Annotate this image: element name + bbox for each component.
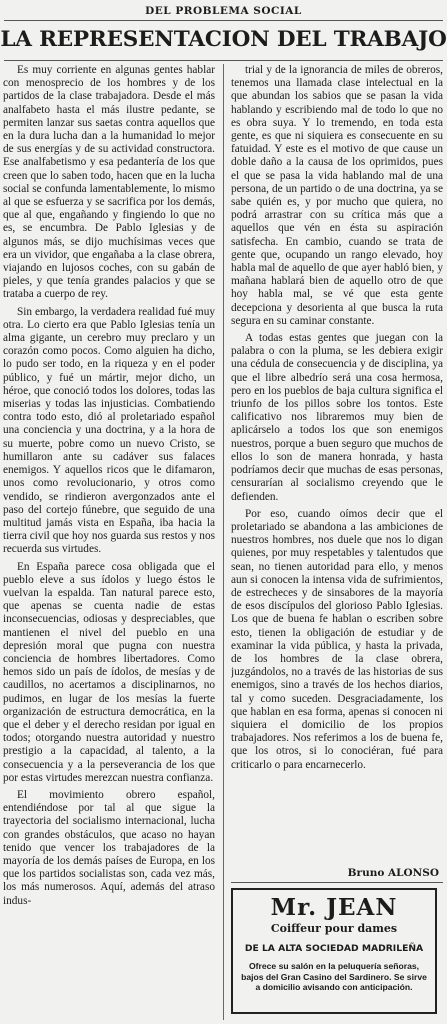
paragraph: El movimiento obrero español, entendiéndose por tal al que sigue la trayectoria del socialismo internacional, lucha con grandes obstáculos, que acaso no hayan tenido que vencer los trabajadores de la mayoría de los demás países de Europa, en los que los partidos socialistas son, cada vez más, los más numerosos. Aquí, además del atraso indus- — [3, 788, 215, 907]
paragraph: A todas estas gentes que juegan con la palabra o con la pluma, se les debiera exigir una cédula de consecuencia y de disciplina, ya que el libre albedrío será una cosa hermosa, pero en los pueblos de baja cultura significa el triunfo de los pillos sobre los tontos. Este calificativo nos libraremos muy bien de aplicárselo a todos los que son enemigos nuestros, porque a buen seguro que muchos de ellos lo son de manera honrada, y hasta podríamos decir que muchas de esas personas, censurarían al socialismo creyendo que le defienden. — [231, 332, 443, 503]
paragraph: En España parece cosa obligada que el pueblo eleve a sus ídolos y luego éstos le vuelvan la espalda. Tan natural parece esto, que apenas se cuenta nadie de estas inconsecuencias, odiosas y despreciables, que mantienen el nivel del pueblo en una depresión moral que pugna con nuestra conciencia de hombres libertadores. Como hemos sido un país de ídolos, de mesías y de caudillos, no acertamos a disciplinarnos, no pudimos, en lugar de los mesías la fuerte organización de estructura democrática, en la que el deber y el derecho residan por igual en todos; otorgando nuestra autoridad y nuestro prestigio a la capacidad, al talento, a la consecuencia y a la perseverancia de los que por estas virtudes merezcan nuestra confianza. — [3, 560, 215, 784]
section-header: DEL PROBLEMA SOCIAL — [145, 5, 302, 17]
right-column — [231, 64, 443, 882]
headline-rule — [4, 60, 443, 61]
column-divider — [223, 64, 224, 1020]
article-headline: LA REPRESENTACION DEL TRABAJO — [0, 27, 447, 52]
paragraph: Sin embargo, la verdadera realidad fué muy otra. Lo cierto era que Pablo Iglesias tenía un alma gigante, un cerebro muy preclaro y un corazón como pocos. Como alguien ha dicho, lo pudo ser todo, en la riqueza y en el poder público, y fué un mártir, mejor dicho, un héroe, que conoció todos los dolores, todas las miserias y todas las injusticias. Combatiendo contra todo esto, dió al proletariado español una conciencia y una doctrina, y a la hora de su muerte, pobre como un nuevo Cristo, se humillaron ante su cadáver sus falaces enemigos. Y aquellos ricos que le difamaron, unos como revolucionario, y otros como vendido, se rindieron avergonzados ante el paso del cortejo fúnebre, que seguido de una multitud jamás vista en España, iba hacia la tierra civil que hoy nos guarda sus restos y nos recuerda sus virtudes. — [3, 305, 215, 556]
paragraph: trial y de la ignorancia de miles de obreros, tenemos una llamada clase intelectual en la que abundan los sabios que se pasan la vida hablando y escribiendo mal de todo lo que no es obra suya. Y lo tremendo, en toda esta gente, es que ni siquiera es consecuente en su fatuidad. Y este es el motivo de que cause un doble daño a la causa de los oprimidos, pues el que se pasa la vida hablando mal de una persona, de un partido o de una doctrina, ya se sabe quién es, y por mucho que quiera, no podrá arrastrar con su crítica más que a aquellos que vén en ésta su aspiración satisfecha. En cambio, cuando se trata de gente que, ocupando un rango elevado, hoy habla mal de aquello de que ayer habló bien, y mañana hablará bien de aquello otro de que hoy habla mal, se vé que esta gente decepciona y desorienta al que busca la ruta segura en su caminar constante. — [231, 64, 443, 327]
ad-text: Ofrece su salón en la peluquería señoras, bajos del Gran Casino del Sardinero. Se sirve a domicilio avisando con anticipación. — [241, 961, 427, 992]
left-column — [3, 64, 215, 1020]
author-signature: Bruno ALONSO — [347, 867, 439, 879]
signature-rule — [231, 882, 443, 883]
top-rule — [4, 20, 443, 21]
ad-society: DE LA ALTA SOCIEDAD MADRILEÑA — [244, 943, 424, 954]
paragraph: Por eso, cuando oímos decir que el proletariado se abandona a las ambiciones de nuestros hombres, nos duele que nos lo digan quienes, por muy respetables y talentudos que sean, no tienen autoridad para ello, y menos aun si conocen la intensa vida de sufrimientos, de estrecheces y de sinsabores de la mayoría de esos discípulos del glorioso Pablo Iglesias. Los que de buena fe hablan o escriben sobre esto, tienen la obligación de estudiar y de examinar la vida pública, y hasta la privada, de los hombres de la clase obrera, juzgándolos, no a través de las historias de sus enemigos, sino a través de los hechos diarios, tal y como suceden. Desgraciadamente, los que hablan en esa forma, apenas si conocen ni siquiera el domicilio de los propios trabajadores. Nos referimos a los de buena fe, que los otros, si lo conociéran, fué para criticarlo o para encarnecerlo. — [231, 507, 443, 771]
ad-subtitle: Coiffeur pour dames — [270, 922, 398, 935]
advertisement-box — [231, 888, 437, 1014]
ad-name: Mr. JEAN — [270, 894, 398, 921]
paragraph: Es muy corriente en algunas gentes hablar con menosprecio de los hombres y de los partidos de la clase trabajadora. Desde el más analfabeto hasta el más ilustre pedante, se permiten lanzar sus saetas contra aquellos que en la dura lucha dan a la humanidad lo mejor de sus energías y de su actividad constructora. Ese analfabetismo y esa pedantería de los que creen que lo saben todo, hacen que en la lucha social se confunda lamentablemente, lo mismo al que se esfuerza y se sacrifica por los demás, que al que, engañando y fingiendo lo que no es, se encumbra. De Pablo Iglesias y de algunos más, se dijo muchísimas veces que era un vividor, que engañaba a la clase obrera, viajando en lujosos coches, con su gabán de pieles, y que tenía grandes palacios y que se trataba a cuerpo de rey. — [3, 64, 215, 301]
